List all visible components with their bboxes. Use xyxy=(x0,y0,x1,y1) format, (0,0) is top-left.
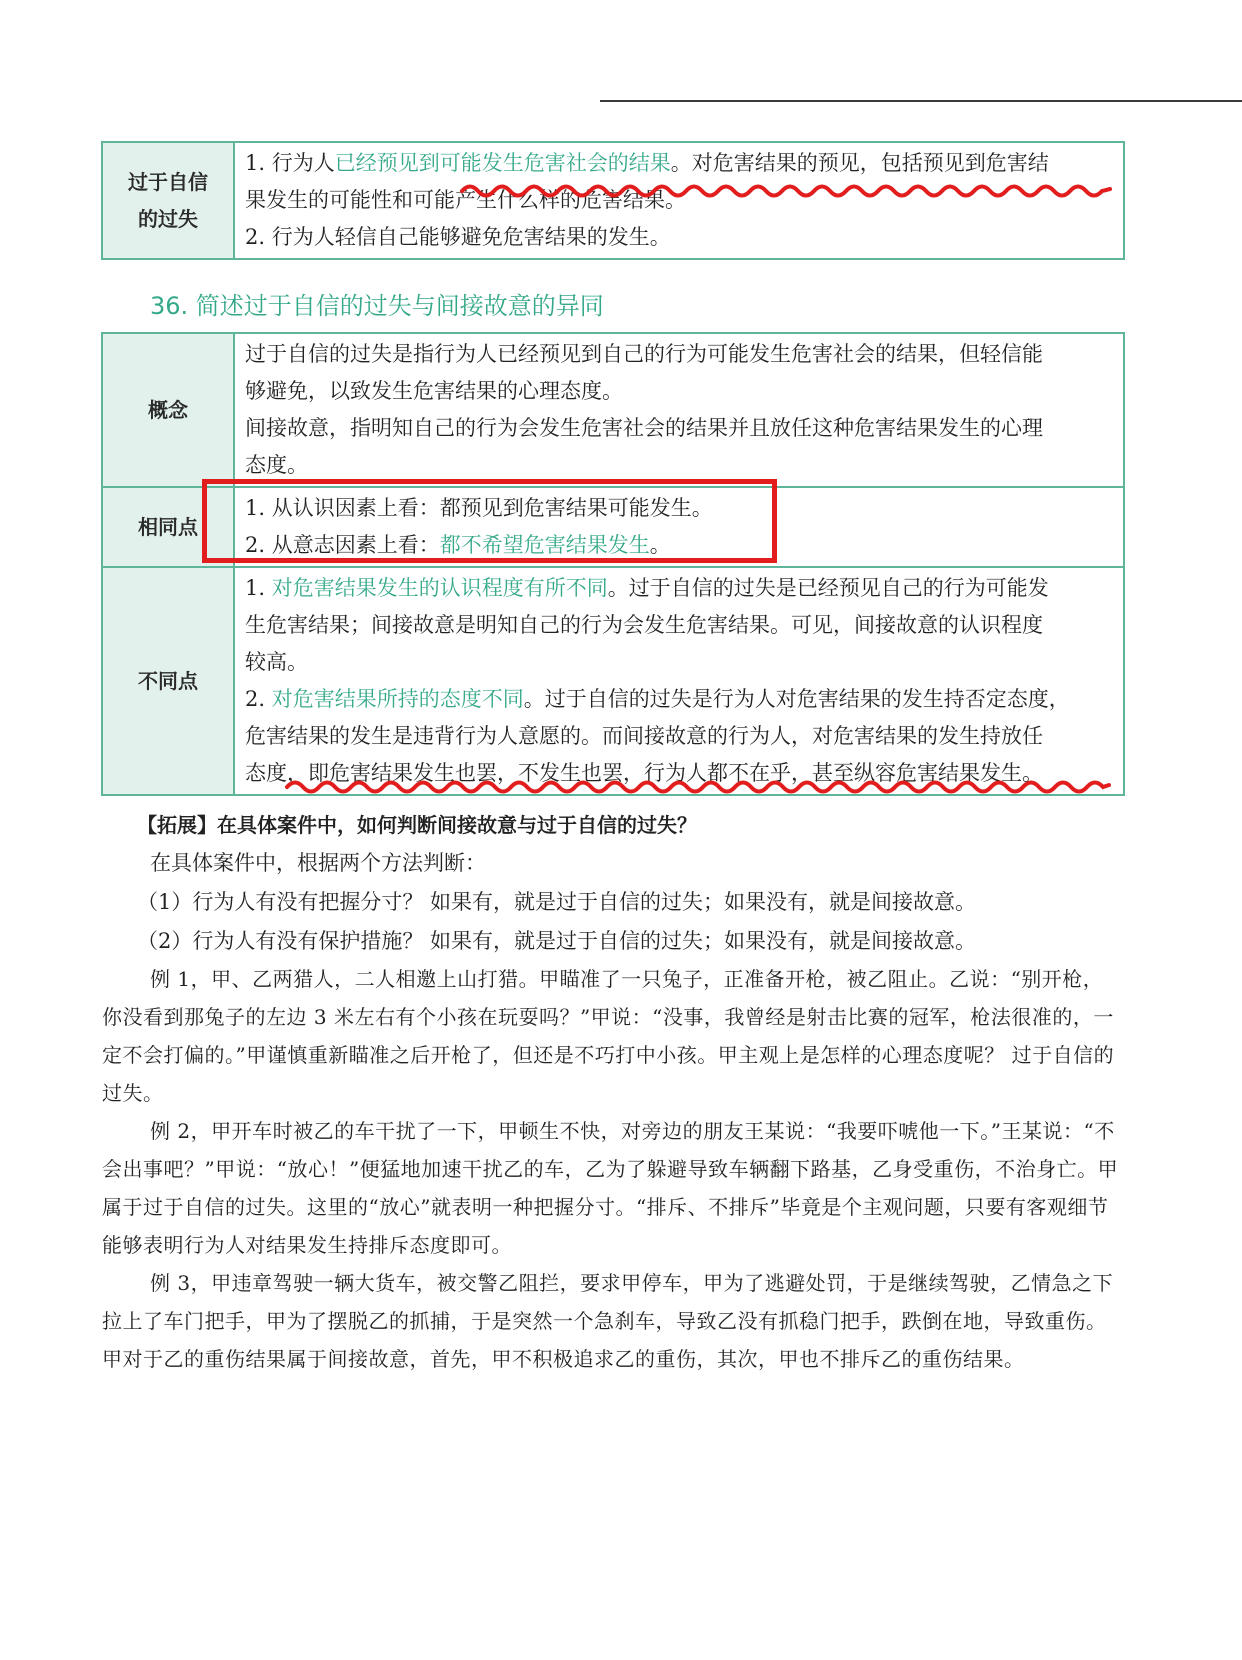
example-paragraph-3: 例 3，甲违章驾驶一辆大货车，被交警乙阻拦，要求甲停车，甲为了逃避处罚，于是继续驾驶，乙情急之下拉上了车门把手，甲为了摆脱乙的抓捕，于是突然一个急刹车，导致乙没有抓稳门把手，跌倒在地，导致重伤。甲对于乙的重伤结果属于间接故意，首先，甲不积极追求乙的重伤，其次，甲也不排斥乙的重伤结果。 xyxy=(102,1271,1114,1371)
difference-item-2-line-2: 危害结果的发生是违背行为人意愿的。而间接故意的行为人，对危害结果的发生持放任 xyxy=(245,724,1043,748)
difference-item-2-line-1 xyxy=(245,681,1113,718)
red-annotation-box xyxy=(202,479,777,563)
concept-line: 过于自信的过失是指行为人已经预见到自己的行为可能发生危害社会的结果，但轻信能 xyxy=(245,342,1043,366)
text-span: 1. xyxy=(245,576,272,600)
text-span: 。过于自信的过失是已经预见自己的行为可能发 xyxy=(607,576,1049,600)
difference-item-1-line-1 xyxy=(245,570,1113,607)
example-paragraph-1: 例 1，甲、乙两猎人，二人相邀上山打猎。甲瞄准了一只兔子，正准备开枪，被乙阻止。乙说：“别开枪，你没看到那兔子的左边 3 米左右有个小孩在玩耍吗？”甲说：“没事，我曾经是射击比赛的冠军，枪法很准的，一定不会打偏的。”甲谨慎重新瞄准之后开枪了，但还是不巧打中小孩。甲主观上是怎样的心理态度呢？ 过于自信的过失。 xyxy=(102,967,1115,1105)
definition-item-2: 2. 行为人轻信自己能够避免危害结果的发生。 xyxy=(245,225,671,249)
example-paragraph-2: 例 2，甲开车时被乙的车干扰了一下，甲顿生不快，对旁边的朋友王某说：“我要吓唬他一下。”王某说：“不会出事吧？”甲说：“放心！”便猛地加速干扰乙的车，乙为了躲避导致车辆翻下路基，乙身受重伤，不治身亡。甲属于过于自信的过失。这里的“放心”就表明一种把握分寸。“排斥、不排斥”毕竟是个主观问题，只要有客观细节能够表明行为人对结果发生持排斥态度即可。 xyxy=(102,1119,1119,1257)
highlighted-text: 对危害结果发生的认识程度有所不同 xyxy=(271,576,608,600)
highlighted-text: 都不希望危害结果发生 xyxy=(439,533,650,557)
table-content-concept xyxy=(234,333,1124,487)
section-title: 36. 简述过于自信的过失与间接故意的异同 xyxy=(150,292,604,320)
text-span: 。对危害结果的预见，包括预见到危害结 xyxy=(670,151,1049,175)
highlighted-text: 对危害结果所持的态度不同 xyxy=(271,687,524,711)
extension-intro: 在具体案件中，根据两个方法判断： xyxy=(150,851,486,875)
header-rule xyxy=(600,100,1242,102)
definition-item-1-line-2: 果发生的可能性和可能产生什么样的危害结果。 xyxy=(245,188,686,212)
table-label-concept: 概念 xyxy=(102,333,234,487)
similarity-item-1: 1. 从认识因素上看：都预见到危害结果可能发生。 xyxy=(245,496,713,520)
table-label-similarities: 相同点 xyxy=(102,487,234,567)
concept-line: 间接故意，指明知自己的行为会发生危害社会的结果并且放任这种危害结果发生的心理 xyxy=(245,416,1043,440)
method-1: （1）行为人有没有把握分寸？ 如果有，就是过于自信的过失；如果没有，就是间接故意。 xyxy=(137,890,977,914)
highlighted-text: 已经预见到可能发生危害社会的结果 xyxy=(334,151,671,175)
text-span: 。 xyxy=(649,533,671,557)
text-span: 1. 行为人 xyxy=(245,151,335,175)
text-span: 。过于自信的过失是行为人对危害结果的发生持否定态度， xyxy=(523,687,1070,711)
text-span: 2. xyxy=(245,687,272,711)
table-label-differences: 不同点 xyxy=(102,567,234,795)
extension-heading: 【拓展】在具体案件中，如何判断间接故意与过于自信的过失？ xyxy=(137,813,697,837)
text-span: 2. 从意志因素上看： xyxy=(245,533,440,557)
label-line: 的过失 xyxy=(138,206,198,231)
definition-item-1-line-1 xyxy=(245,145,1113,182)
concept-line: 够避免，以致发生危害结果的心理态度。 xyxy=(245,379,623,403)
difference-item-2-line-3: 态度，即危害结果发生也罢，不发生也罢，行为人都不在乎，甚至纵容危害结果发生。 xyxy=(245,761,1043,785)
difference-item-1-line-3: 较高。 xyxy=(245,650,308,674)
method-2: （2）行为人有没有保护措施？ 如果有，就是过于自信的过失；如果没有，就是间接故意。 xyxy=(137,929,977,953)
table-content-differences xyxy=(234,567,1124,795)
difference-item-1-line-2: 生危害结果；间接故意是明知自己的行为会发生危害结果。可见，间接故意的认识程度 xyxy=(245,613,1043,637)
concept-line: 态度。 xyxy=(245,453,308,477)
label-line: 过于自信 xyxy=(128,169,208,194)
table-label-overconfidence xyxy=(102,142,234,259)
comparison-table xyxy=(101,332,1125,796)
handwritten-wavy-underline xyxy=(285,776,1111,798)
handwritten-wavy-underline xyxy=(460,180,1120,202)
